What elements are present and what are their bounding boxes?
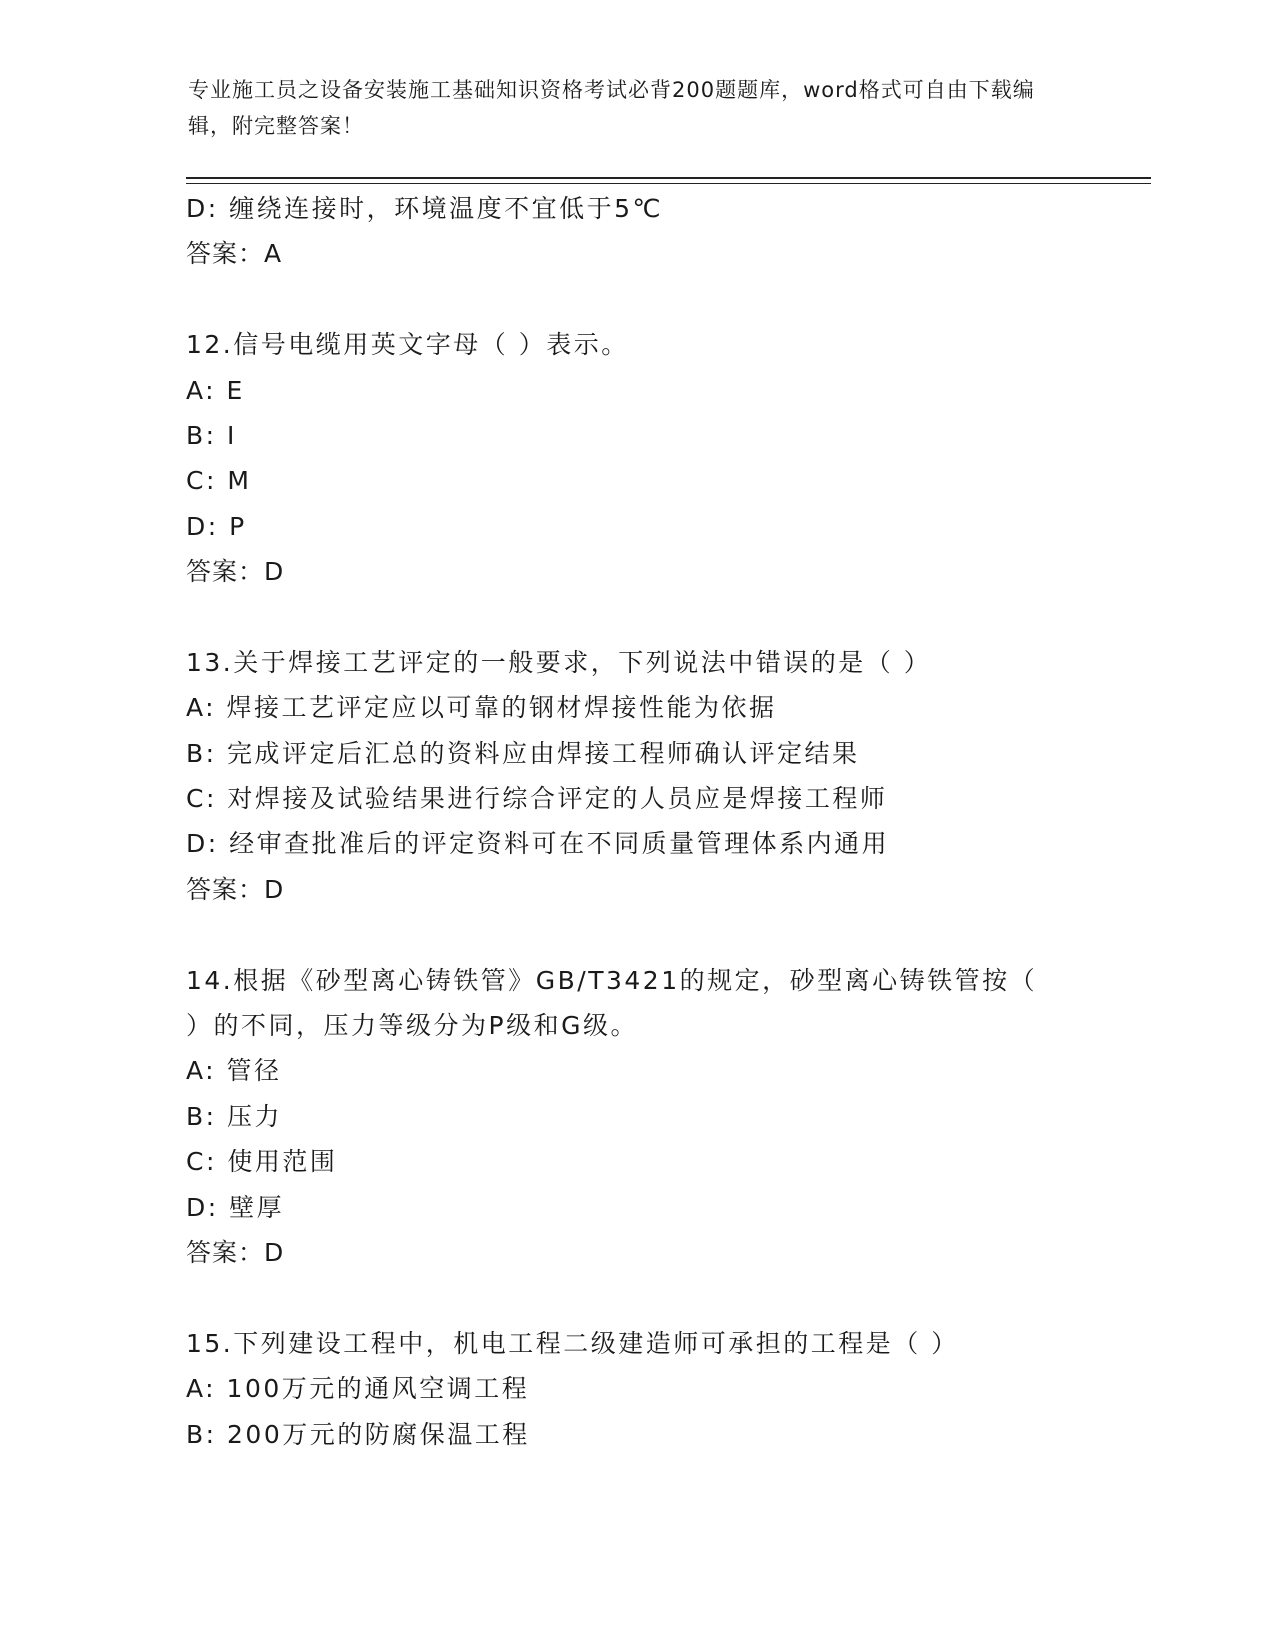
option-b: B: 压力 bbox=[186, 1101, 283, 1131]
header-rule-thick bbox=[186, 177, 1151, 179]
option-c: C: 使用范围 bbox=[186, 1147, 338, 1177]
question-stem-line-1: 14.根据《砂型离心铸铁管》GB/T3421的规定，砂型离心铸铁管按（ bbox=[186, 965, 1038, 995]
spacer bbox=[186, 912, 1086, 957]
spacer bbox=[186, 277, 1086, 322]
option-a: A: 焊接工艺评定应以可靠的钢材焊接性能为依据 bbox=[186, 693, 777, 723]
question-15 bbox=[186, 1321, 1086, 1457]
option-d: D: 缠绕连接时，环境温度不宜低于5℃ bbox=[186, 194, 664, 223]
option-a: A: 100万元的通风空调工程 bbox=[186, 1374, 530, 1404]
question-list bbox=[186, 186, 1086, 1457]
answer-line: 答案：D bbox=[186, 1237, 285, 1267]
question-13 bbox=[186, 640, 1086, 912]
option-b: B: 200万元的防腐保温工程 bbox=[186, 1419, 530, 1449]
option-d: D: 经审查批准后的评定资料可在不同质量管理体系内通用 bbox=[186, 829, 890, 859]
option-c: C: 对焊接及试验结果进行综合评定的人员应是焊接工程师 bbox=[186, 784, 888, 814]
header-rule-thin bbox=[186, 183, 1151, 184]
spacer bbox=[186, 595, 1086, 640]
document-header: 专业施工员之设备安装施工基础知识资格考试必背200题题库，word格式可自由下载编辑，附完整答案！ bbox=[188, 78, 1035, 138]
answer-line: 答案：D bbox=[186, 557, 285, 587]
option-a: A: 管径 bbox=[186, 1056, 282, 1086]
answer-line: 答案：D bbox=[186, 874, 285, 904]
option-b: B: 完成评定后汇总的资料应由焊接工程师确认评定结果 bbox=[186, 738, 860, 768]
answer-line: 答案：A bbox=[186, 239, 283, 269]
question-stem: 12.信号电缆用英文字母（ ）表示。 bbox=[186, 330, 629, 360]
question-stem-line-2: ）的不同，压力等级分为P级和G级。 bbox=[186, 1011, 638, 1041]
option-d: D: 壁厚 bbox=[186, 1192, 285, 1222]
question-14 bbox=[186, 958, 1086, 1276]
question-12 bbox=[186, 322, 1086, 594]
question-stem: 15.下列建设工程中，机电工程二级建造师可承担的工程是（ ） bbox=[186, 1328, 959, 1358]
option-d: D: P bbox=[186, 511, 247, 541]
spacer bbox=[186, 1275, 1086, 1320]
option-b: B: I bbox=[186, 420, 237, 450]
option-c: C: M bbox=[186, 466, 252, 496]
question-stem: 13.关于焊接工艺评定的一般要求，下列说法中错误的是（ ） bbox=[186, 647, 932, 677]
option-a: A: E bbox=[186, 375, 245, 405]
